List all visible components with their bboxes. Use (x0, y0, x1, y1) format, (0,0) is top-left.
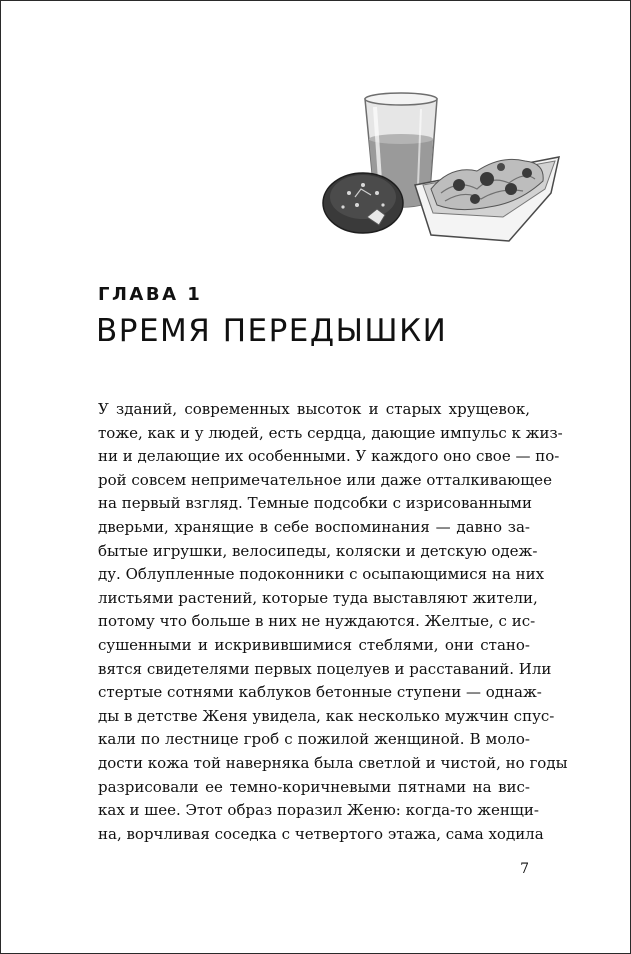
body-line: разрисовали ее темно-коричневыми пятнами на вис- (98, 777, 530, 796)
body-line: листьями растений, которые туда выставляют жители, (98, 588, 538, 607)
body-line: ни и делающие их особенными. У каждого оно свое — по- (98, 447, 560, 466)
body-line: бытые игрушки, велосипеды, коляски и детскую одеж- (98, 541, 538, 560)
body-line: сушенными и искривившимися стеблями, они стано- (98, 635, 530, 654)
body-line: ды в детстве Женя увидела, как несколько мужчин спус- (98, 706, 555, 725)
body-line: на первый взгляд. Темные подсобки с изрисованными (98, 494, 532, 513)
body-line: стертые сотнями каблуков бетонные ступени — однаж- (98, 683, 542, 702)
body-line: на, ворчливая соседка с четвертого этажа, сама ходила (98, 824, 544, 843)
body-line: ду. Облупленные подоконники с осыпающимися на них (98, 565, 545, 584)
body-line: вятся свидетелями первых поцелуев и расставаний. Или (98, 659, 552, 678)
cookie-icon (323, 173, 403, 233)
body-line: потому что больше в них не нуждаются. Желтые, с ис- (98, 612, 536, 631)
food-illustration (319, 85, 569, 245)
chapter-label: ГЛАВА 1 (98, 284, 203, 305)
body-line: кали по лестнице гроб с пожилой женщиной. В моло- (98, 730, 530, 749)
body-line: дости кожа той наверняка была светлой и чистой, но годы (98, 753, 568, 772)
body-line: тоже, как и у людей, есть сердца, дающие импульс к жиз- (98, 423, 563, 442)
chapter-body-text (98, 398, 568, 846)
body-line: рой совсем непримечательное или даже отталкивающее (98, 470, 552, 489)
chapter-title: ВРЕМЯ ПЕРЕДЫШКИ (96, 313, 448, 349)
body-line: ках и шее. Этот образ поразил Женю: когда-то женщи- (98, 801, 539, 820)
body-line: У зданий, современных высоток и старых хрущевок, (98, 400, 530, 418)
page-number: 7 (520, 861, 529, 877)
pasta-dish-icon (415, 157, 559, 241)
body-line: дверьми, хранящие в себе воспоминания — давно за- (98, 517, 530, 536)
